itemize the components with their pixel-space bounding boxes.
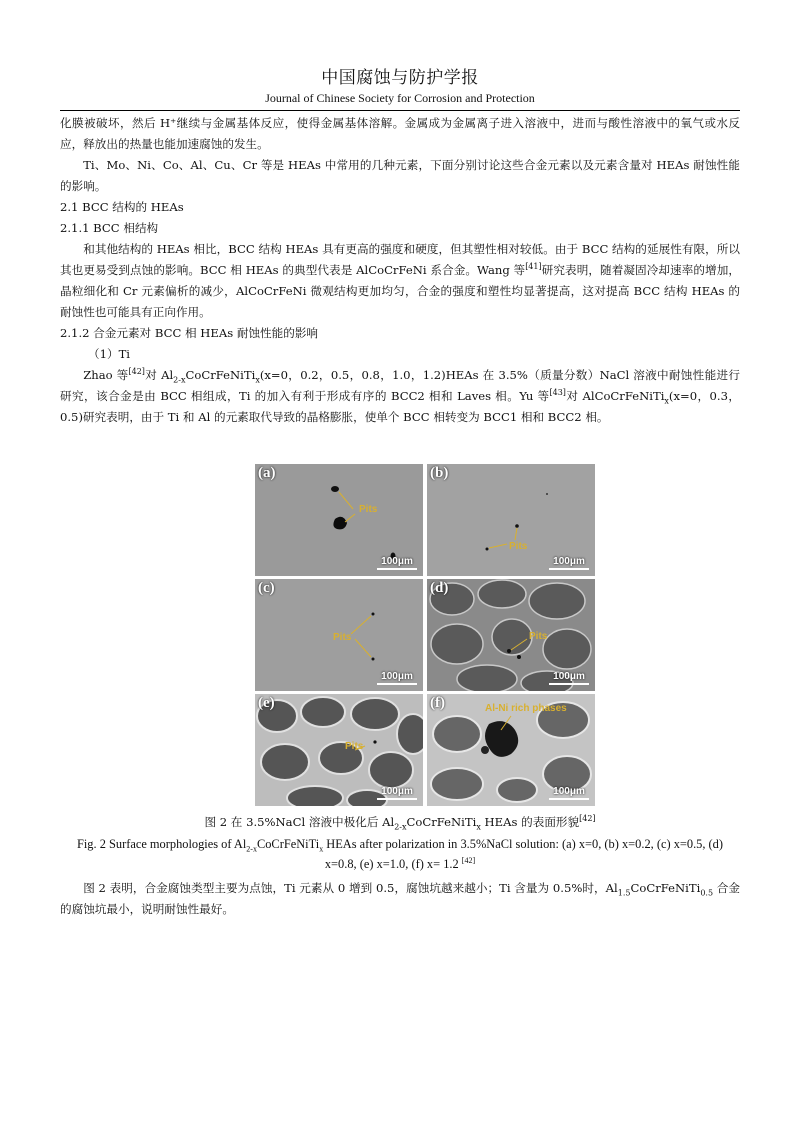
- scale-bar-d: [549, 671, 589, 685]
- figure-2: [255, 464, 595, 806]
- scale-line-f: [549, 798, 589, 800]
- p5-sub-1: 1.5: [617, 888, 631, 898]
- heading-2-1-1: 2.1.1 BCC 相结构: [60, 221, 159, 235]
- caption-cn-sub-1: 2-x: [394, 822, 407, 832]
- caption-cn-citation[interactable]: [42]: [579, 814, 596, 824]
- p4-part-2: 对 Al: [144, 368, 174, 382]
- caption-en-sub-1: 2-x: [246, 844, 257, 854]
- panel-label-a: (a): [258, 465, 276, 481]
- scale-label-f: 100μm: [553, 786, 585, 797]
- scale-bar-a: [377, 556, 417, 570]
- scale-line-c: [377, 683, 417, 685]
- panel-label-c: (c): [258, 580, 275, 596]
- header-rule: [60, 110, 740, 111]
- citation-43[interactable]: [43]: [549, 388, 566, 398]
- scale-bar-f: [549, 786, 589, 800]
- panel-d: [427, 579, 595, 691]
- p4-sub-2: x: [255, 375, 260, 385]
- caption-cn-part-2: CoCrFeNiTi: [406, 815, 477, 829]
- paragraph-1: 化膜被破坏，然后 H⁺继续与金属基体反应，使得金属基体溶解。金属成为金属离子进入溶液中，进而与酸性溶液中的氧气或水反应，释放出的热量也能加速腐蚀的发生。: [60, 116, 740, 151]
- panel-label-b: (b): [430, 465, 449, 481]
- p4-part-5: 对 AlCoCrFeNiTi: [565, 389, 665, 403]
- p4-sub-3: x: [664, 396, 669, 406]
- annotation-c: Pits: [333, 632, 352, 643]
- scale-label-b: 100μm: [553, 556, 585, 567]
- scale-line-a: [377, 568, 417, 570]
- journal-title-en: Journal of Chinese Society for Corrosion and Protection: [265, 91, 535, 105]
- paragraph-3: [60, 239, 740, 323]
- heading-ti: （1）Ti: [88, 347, 131, 361]
- annotation-f: Al-Ni rich phases: [485, 703, 567, 714]
- panel-label-d: (d): [430, 580, 449, 596]
- scale-line-e: [377, 798, 417, 800]
- caption-cn-sub-2: x: [476, 822, 481, 832]
- paragraph-2: Ti、Mo、Ni、Co、Al、Cu、Cr 等是 HEAs 中常用的几种元素，下面分别讨论这些合金元素以及元素含量对 HEAs 耐蚀性能的影响。: [60, 158, 740, 193]
- journal-header: [60, 68, 740, 105]
- caption-cn-part-3: HEAs 的表面形貌: [480, 815, 580, 829]
- p4-part-4: (x=0，0.2，0.5，0.8，1.0，1.2)HEAs 在 3.5%（质量分数）NaCl 溶液中耐蚀性能进行研究，该合金是由 BCC 相组成，Ti 的加入有利于形成有序的 BCC2 相和 Laves 相。Yu 等: [60, 368, 740, 403]
- caption-cn-part-1: 图 2 在 3.5%NaCl 溶液中极化后 Al: [204, 815, 395, 829]
- caption-en-citation[interactable]: [42]: [461, 855, 476, 865]
- citation-42[interactable]: [42]: [128, 367, 145, 377]
- panel-c: [255, 579, 423, 691]
- panel-b: [427, 464, 595, 576]
- annotation-e: Pits: [345, 741, 364, 752]
- panel-f: [427, 694, 595, 806]
- scale-label-d: 100μm: [553, 671, 585, 682]
- scale-bar-e: [377, 786, 417, 800]
- p4-part-6: (x=0，0.3，0.5)研究表明，由于 Ti 和 Al 的元素取代导致的晶格膨胀，使单个 BCC 相转变为 BCC1 相和 BCC2 相。: [60, 389, 740, 424]
- p5-part-1: 图 2 表明，合金腐蚀类型主要为点蚀，Ti 元素从 0 增到 0.5，腐蚀坑越来越小；Ti 含量为 0.5%时，Al: [83, 881, 618, 895]
- paragraph-4: [60, 365, 740, 428]
- caption-en-sub-2: x: [319, 844, 324, 854]
- scale-line-d: [549, 683, 589, 685]
- p4-sub-1: 2-x: [173, 375, 186, 385]
- body-text: [60, 113, 740, 428]
- p5-part-3: 合金的腐蚀坑最小，说明耐蚀性最好。: [60, 881, 741, 916]
- scale-bar-b: [549, 556, 589, 570]
- panel-label-f: (f): [430, 695, 445, 711]
- citation-41[interactable]: [41]: [525, 262, 542, 272]
- scale-label-c: 100μm: [381, 671, 413, 682]
- scale-line-b: [549, 568, 589, 570]
- scale-label-a: 100μm: [381, 556, 413, 567]
- scale-bar-c: [377, 671, 417, 685]
- panel-label-e: (e): [258, 695, 275, 711]
- caption-en-part-1: Fig. 2 Surface morphologies of Al: [76, 837, 247, 851]
- panel-a: [255, 464, 423, 576]
- p5-sub-2: 0.5: [700, 888, 714, 898]
- annotation-b: Pits: [509, 541, 528, 552]
- p4-part-1: Zhao 等: [83, 368, 129, 382]
- caption-en-part-2: CoCrFeNiTi: [256, 837, 320, 851]
- annotation-d: Pits: [529, 631, 548, 642]
- p3-part-b: 研究表明，随着凝固冷却速率的增加，晶粒细化和 Cr 元素偏析的减少，AlCoCrFeNi 微观结构更加均匀，合金的强度和塑性均显著提高，这对提高 BCC 结构 HEAs 的耐蚀性也可能具有正向作用。: [60, 263, 740, 319]
- p4-part-3: CoCrFeNiTi: [185, 368, 256, 382]
- heading-2-1: 2.1 BCC 结构的 HEAs: [60, 200, 184, 214]
- figure-caption-cn: [60, 814, 740, 830]
- p3-part-a: 和其他结构的 HEAs 相比，BCC 结构 HEAs 具有更高的强度和硬度，但其塑性相对较低。由于 BCC 结构的延展性有限，所以其也更易受到点蚀的影响。BCC 相 HEAs 的典型代表是 AlCoCrFeNi 系合金。Wang 等: [60, 242, 740, 277]
- figure-caption-en: [60, 834, 740, 874]
- caption-en-part-3: HEAs after polarization in 3.5%NaCl solution: (a) x=0, (b) x=0.2, (c) x=0.5, (d) x=0.8, (e) x=1.0, (f) x= 1.2: [323, 837, 724, 871]
- paragraph-after-figure: [60, 878, 740, 920]
- panel-e: [255, 694, 423, 806]
- p5-part-2: CoCrFeNiTi: [630, 881, 701, 895]
- journal-title-cn: 中国腐蚀与防护学报: [321, 68, 479, 88]
- annotation-a: Pits: [359, 504, 378, 515]
- scale-label-e: 100μm: [381, 786, 413, 797]
- heading-2-1-2: 2.1.2 合金元素对 BCC 相 HEAs 耐蚀性能的影响: [60, 326, 319, 340]
- paragraph-5: [60, 878, 740, 920]
